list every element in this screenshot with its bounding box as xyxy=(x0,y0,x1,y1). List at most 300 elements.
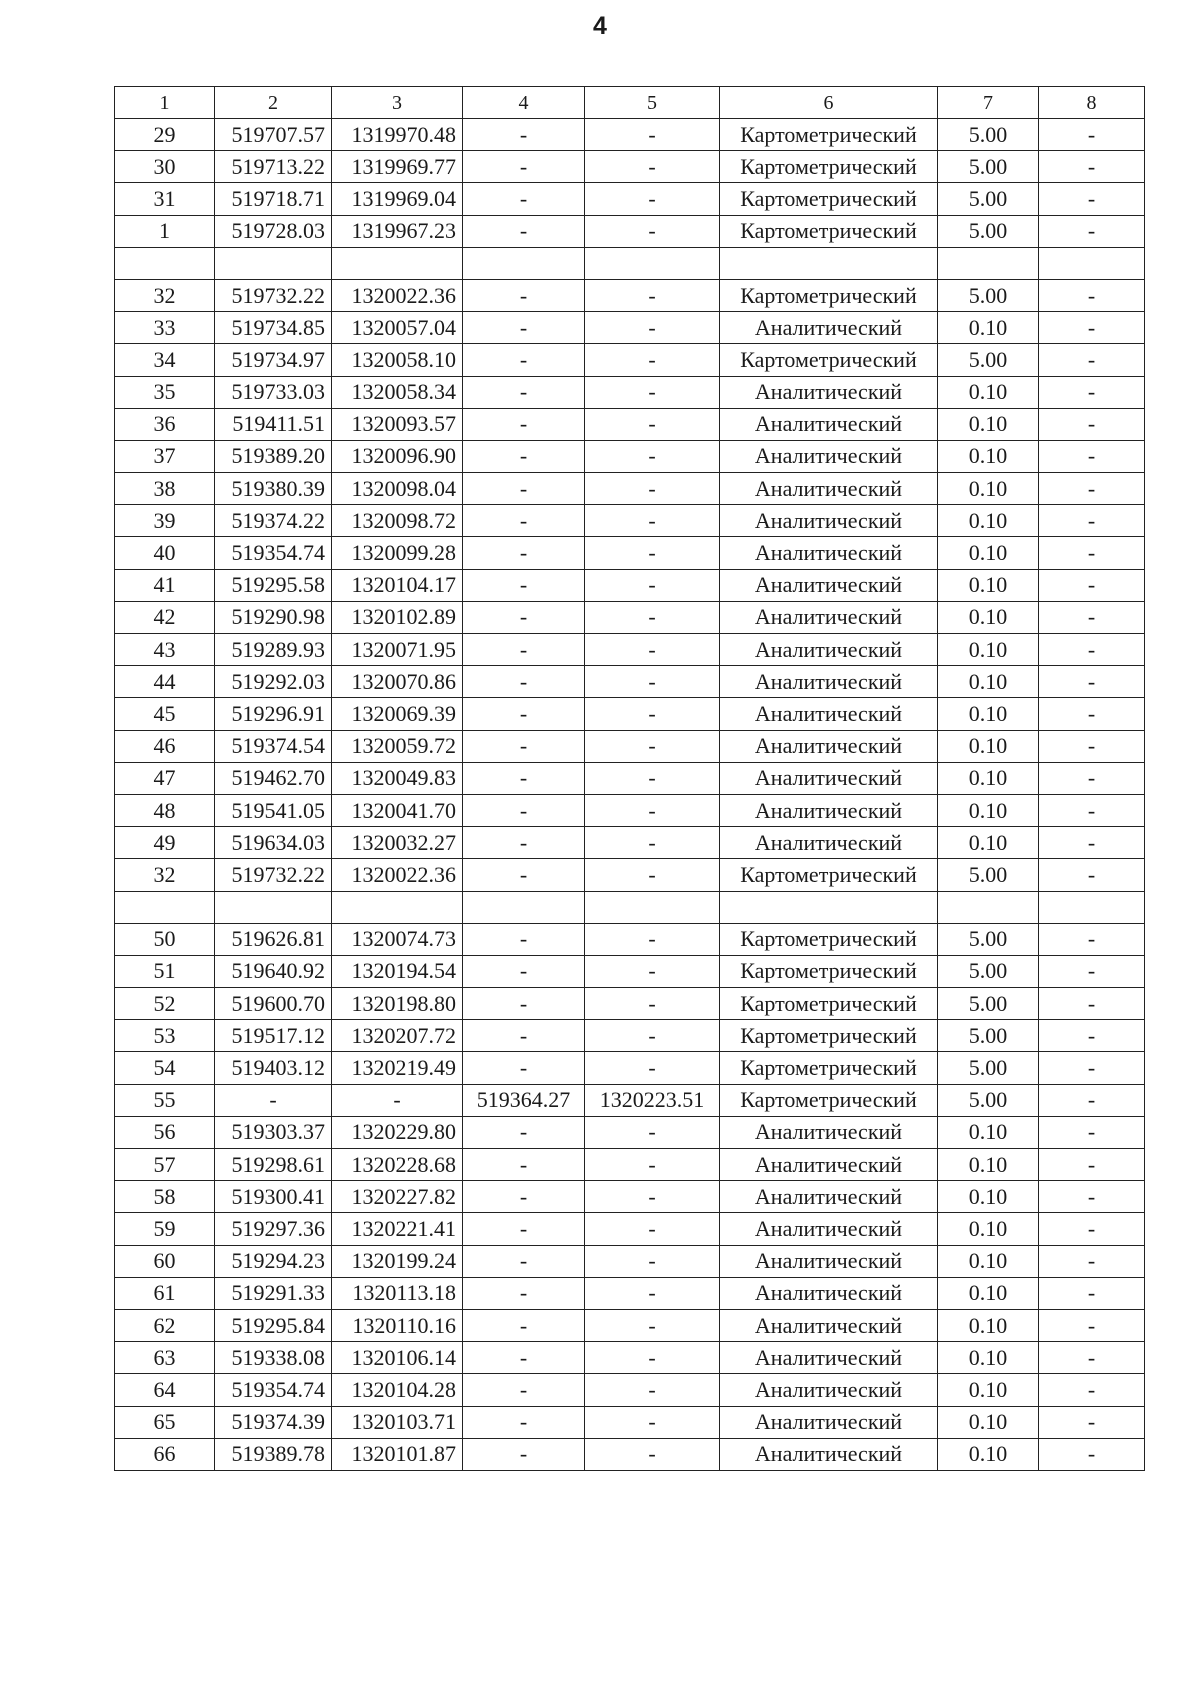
table-cell: 5.00 xyxy=(938,1052,1039,1084)
table-cell: 1319969.77 xyxy=(332,151,463,183)
table-row xyxy=(115,505,1145,537)
table-cell: Картометрический xyxy=(720,1052,938,1084)
table-cell: 1320041.70 xyxy=(332,794,463,826)
table-cell: 1320228.68 xyxy=(332,1149,463,1181)
table-cell: - xyxy=(463,955,585,987)
table-cell: Аналитический xyxy=(720,1438,938,1470)
table-row xyxy=(115,1181,1145,1213)
table-cell: - xyxy=(585,1277,720,1309)
table-cell: 519713.22 xyxy=(215,151,332,183)
table-cell: 519732.22 xyxy=(215,859,332,891)
table-cell: 1320032.27 xyxy=(332,827,463,859)
table-cell: - xyxy=(585,473,720,505)
table-cell: 44 xyxy=(115,666,215,698)
table-cell: 0.10 xyxy=(938,537,1039,569)
table-cell: 51 xyxy=(115,955,215,987)
table-cell: - xyxy=(585,1213,720,1245)
table-cell: 1320022.36 xyxy=(332,279,463,311)
table-cell: - xyxy=(463,1052,585,1084)
table-cell: 1320058.34 xyxy=(332,376,463,408)
table-row xyxy=(115,601,1145,633)
table-cell: 38 xyxy=(115,473,215,505)
table-cell: 519374.54 xyxy=(215,730,332,762)
table-cell: - xyxy=(585,698,720,730)
table-cell: 1320022.36 xyxy=(332,859,463,891)
table-cell: - xyxy=(585,505,720,537)
table-cell: - xyxy=(1039,183,1145,215)
table-cell: 0.10 xyxy=(938,569,1039,601)
table-cell: - xyxy=(463,794,585,826)
header-cell: 2 xyxy=(215,87,332,119)
table-cell: - xyxy=(585,344,720,376)
table-cell: Картометрический xyxy=(720,183,938,215)
table-cell: - xyxy=(463,923,585,955)
table-row xyxy=(115,376,1145,408)
table-cell: 58 xyxy=(115,1181,215,1213)
table-cell: Картометрический xyxy=(720,923,938,955)
header-cell: 1 xyxy=(115,87,215,119)
table-cell xyxy=(938,247,1039,279)
table-cell: 519541.05 xyxy=(215,794,332,826)
table-row xyxy=(115,1438,1145,1470)
table-cell: 519338.08 xyxy=(215,1342,332,1374)
table-cell: - xyxy=(463,1245,585,1277)
table-cell: - xyxy=(463,1277,585,1309)
table-cell: 519303.37 xyxy=(215,1116,332,1148)
table-cell: Картометрический xyxy=(720,215,938,247)
table-cell xyxy=(720,247,938,279)
table-cell: 50 xyxy=(115,923,215,955)
table-cell: 0.10 xyxy=(938,312,1039,344)
table-cell: 1320219.49 xyxy=(332,1052,463,1084)
table-cell: 1320207.72 xyxy=(332,1020,463,1052)
table-cell: 1319969.04 xyxy=(332,183,463,215)
table-row xyxy=(115,279,1145,311)
table-cell: - xyxy=(585,215,720,247)
table-cell: 1320096.90 xyxy=(332,440,463,472)
table-cell: Аналитический xyxy=(720,473,938,505)
table-row xyxy=(115,247,1145,279)
table-row xyxy=(115,344,1145,376)
table-cell: - xyxy=(1039,119,1145,151)
table-cell: Картометрический xyxy=(720,344,938,376)
table-cell: 30 xyxy=(115,151,215,183)
table-cell: - xyxy=(585,1020,720,1052)
table-cell: Аналитический xyxy=(720,827,938,859)
table-cell: 0.10 xyxy=(938,408,1039,440)
table-cell: - xyxy=(585,408,720,440)
table-cell xyxy=(1039,891,1145,923)
table-row xyxy=(115,794,1145,826)
table-cell: - xyxy=(463,151,585,183)
table-cell: - xyxy=(1039,955,1145,987)
table-cell: 43 xyxy=(115,634,215,666)
table-cell: - xyxy=(585,1438,720,1470)
table-cell: - xyxy=(1039,698,1145,730)
table-cell: - xyxy=(215,1084,332,1116)
header-cell: 7 xyxy=(938,87,1039,119)
table-cell: 60 xyxy=(115,1245,215,1277)
table-header-row xyxy=(115,87,1145,119)
table-cell: - xyxy=(585,312,720,344)
table-cell: - xyxy=(1039,151,1145,183)
table-cell: 0.10 xyxy=(938,1309,1039,1341)
table-cell: - xyxy=(463,666,585,698)
coordinates-table xyxy=(114,86,1145,1471)
table-cell xyxy=(938,891,1039,923)
table-cell: - xyxy=(1039,1438,1145,1470)
table-row xyxy=(115,1374,1145,1406)
table-cell: - xyxy=(1039,279,1145,311)
table-cell: 1320221.41 xyxy=(332,1213,463,1245)
table-cell: - xyxy=(585,537,720,569)
table-cell: - xyxy=(585,569,720,601)
table-cell: - xyxy=(463,119,585,151)
table-row xyxy=(115,923,1145,955)
table-row xyxy=(115,1149,1145,1181)
table-cell: - xyxy=(1039,1020,1145,1052)
table-cell: - xyxy=(585,988,720,1020)
table-row xyxy=(115,1309,1145,1341)
table-cell: 519411.51 xyxy=(215,408,332,440)
table-cell: 519295.84 xyxy=(215,1309,332,1341)
table-cell: 519292.03 xyxy=(215,666,332,698)
table-cell: - xyxy=(463,1020,585,1052)
table-cell: Аналитический xyxy=(720,1245,938,1277)
table-cell: - xyxy=(1039,762,1145,794)
table-cell: 52 xyxy=(115,988,215,1020)
table-cell: 519640.92 xyxy=(215,955,332,987)
table-cell: 0.10 xyxy=(938,666,1039,698)
table-cell: 1320198.80 xyxy=(332,988,463,1020)
table-cell: 5.00 xyxy=(938,955,1039,987)
table-cell: - xyxy=(463,730,585,762)
table-cell: - xyxy=(585,376,720,408)
table-cell: Аналитический xyxy=(720,1277,938,1309)
table-cell: - xyxy=(463,505,585,537)
table-cell: 53 xyxy=(115,1020,215,1052)
table-cell: - xyxy=(1039,1213,1145,1245)
table-row xyxy=(115,537,1145,569)
table-cell: 1320223.51 xyxy=(585,1084,720,1116)
table-cell: 0.10 xyxy=(938,440,1039,472)
table-row xyxy=(115,151,1145,183)
table-cell: 1320049.83 xyxy=(332,762,463,794)
table-cell: - xyxy=(1039,1309,1145,1341)
table-cell: 519734.85 xyxy=(215,312,332,344)
table-cell: - xyxy=(332,1084,463,1116)
table-cell: - xyxy=(585,1245,720,1277)
table-cell: - xyxy=(463,1309,585,1341)
table-cell: Аналитический xyxy=(720,1213,938,1245)
table-cell: 1320194.54 xyxy=(332,955,463,987)
table-cell: 31 xyxy=(115,183,215,215)
table-row xyxy=(115,698,1145,730)
table-cell: - xyxy=(585,1116,720,1148)
table-cell: - xyxy=(1039,1084,1145,1116)
table-cell: 39 xyxy=(115,505,215,537)
table-cell: 0.10 xyxy=(938,601,1039,633)
table-cell: 40 xyxy=(115,537,215,569)
table-row xyxy=(115,891,1145,923)
table-cell: - xyxy=(585,119,720,151)
table-cell: 32 xyxy=(115,859,215,891)
table-cell xyxy=(215,247,332,279)
table-cell: 62 xyxy=(115,1309,215,1341)
table-cell: 5.00 xyxy=(938,1020,1039,1052)
table-cell: 519600.70 xyxy=(215,988,332,1020)
table-cell: 65 xyxy=(115,1406,215,1438)
table-cell xyxy=(115,247,215,279)
table-cell: 0.10 xyxy=(938,1245,1039,1277)
table-cell: Аналитический xyxy=(720,1374,938,1406)
table-cell: 32 xyxy=(115,279,215,311)
table-cell: 519718.71 xyxy=(215,183,332,215)
table-cell: 0.10 xyxy=(938,1406,1039,1438)
table-row xyxy=(115,988,1145,1020)
table-cell: - xyxy=(463,634,585,666)
table-cell: - xyxy=(1039,537,1145,569)
table-cell: Аналитический xyxy=(720,601,938,633)
table-cell: 0.10 xyxy=(938,1374,1039,1406)
table-cell: - xyxy=(585,955,720,987)
table-cell: - xyxy=(585,762,720,794)
table-cell: - xyxy=(585,923,720,955)
table-cell: Картометрический xyxy=(720,119,938,151)
header-cell: 6 xyxy=(720,87,938,119)
table-cell: 37 xyxy=(115,440,215,472)
table-cell: 47 xyxy=(115,762,215,794)
table-cell: - xyxy=(585,440,720,472)
table-cell xyxy=(332,891,463,923)
table-cell: 63 xyxy=(115,1342,215,1374)
table-cell: 1320229.80 xyxy=(332,1116,463,1148)
table-row xyxy=(115,119,1145,151)
table-cell: 1320059.72 xyxy=(332,730,463,762)
table-cell: 1319967.23 xyxy=(332,215,463,247)
table-cell: 1 xyxy=(115,215,215,247)
table-cell: Картометрический xyxy=(720,1084,938,1116)
table-cell: - xyxy=(585,1149,720,1181)
table-cell: 519296.91 xyxy=(215,698,332,730)
table-row xyxy=(115,408,1145,440)
table-cell: 519707.57 xyxy=(215,119,332,151)
table-cell: Аналитический xyxy=(720,569,938,601)
table-cell: 1320103.71 xyxy=(332,1406,463,1438)
table-cell: - xyxy=(585,666,720,698)
table-cell: - xyxy=(463,1374,585,1406)
table-cell xyxy=(463,247,585,279)
table-row xyxy=(115,1084,1145,1116)
table-cell: - xyxy=(1039,923,1145,955)
table-row xyxy=(115,1213,1145,1245)
table-cell: - xyxy=(585,1052,720,1084)
table-cell: - xyxy=(1039,1149,1145,1181)
table-cell: - xyxy=(463,1406,585,1438)
table-cell: 1320070.86 xyxy=(332,666,463,698)
table-cell: 1320199.24 xyxy=(332,1245,463,1277)
table-row xyxy=(115,955,1145,987)
table-cell: Аналитический xyxy=(720,666,938,698)
table-cell: 0.10 xyxy=(938,794,1039,826)
table-cell: Аналитический xyxy=(720,698,938,730)
table-cell: - xyxy=(463,215,585,247)
table-cell: 519462.70 xyxy=(215,762,332,794)
table-cell xyxy=(332,247,463,279)
table-cell: 35 xyxy=(115,376,215,408)
table-cell: Аналитический xyxy=(720,762,938,794)
table-cell: 519734.97 xyxy=(215,344,332,376)
table-cell: - xyxy=(585,794,720,826)
table-cell: - xyxy=(1039,376,1145,408)
table-row xyxy=(115,1406,1145,1438)
table-cell: - xyxy=(585,279,720,311)
table-cell: 519380.39 xyxy=(215,473,332,505)
table-cell: - xyxy=(463,1213,585,1245)
table-cell: 0.10 xyxy=(938,473,1039,505)
table-cell: Аналитический xyxy=(720,312,938,344)
table-cell: 1320104.28 xyxy=(332,1374,463,1406)
table-row xyxy=(115,312,1145,344)
table-row xyxy=(115,634,1145,666)
table-cell: 5.00 xyxy=(938,923,1039,955)
table-cell: 57 xyxy=(115,1149,215,1181)
table-cell: 0.10 xyxy=(938,762,1039,794)
table-cell: - xyxy=(463,473,585,505)
table-cell xyxy=(215,891,332,923)
table-row xyxy=(115,1245,1145,1277)
table-cell: Аналитический xyxy=(720,634,938,666)
table-cell: 1320227.82 xyxy=(332,1181,463,1213)
table-cell: - xyxy=(1039,1052,1145,1084)
table-cell: 0.10 xyxy=(938,376,1039,408)
table-cell: 54 xyxy=(115,1052,215,1084)
table-row xyxy=(115,1020,1145,1052)
table-cell: Аналитический xyxy=(720,1116,938,1148)
table-cell: - xyxy=(463,859,585,891)
table-cell: - xyxy=(463,440,585,472)
table-cell: 519634.03 xyxy=(215,827,332,859)
table-cell: 0.10 xyxy=(938,827,1039,859)
table-cell: - xyxy=(463,569,585,601)
table-cell: 0.10 xyxy=(938,1342,1039,1374)
table-cell: 0.10 xyxy=(938,1213,1039,1245)
table-cell: 519354.74 xyxy=(215,1374,332,1406)
table-cell: - xyxy=(463,344,585,376)
table-cell: 519290.98 xyxy=(215,601,332,633)
table-cell: - xyxy=(463,1342,585,1374)
table-cell: 519295.58 xyxy=(215,569,332,601)
table-cell: - xyxy=(1039,601,1145,633)
table-cell: - xyxy=(1039,794,1145,826)
table-row xyxy=(115,1052,1145,1084)
page-number: 4 xyxy=(593,12,607,40)
table-cell: - xyxy=(463,988,585,1020)
table-cell: 0.10 xyxy=(938,1149,1039,1181)
table-cell: 5.00 xyxy=(938,119,1039,151)
table-cell: 5.00 xyxy=(938,988,1039,1020)
table-cell: 519626.81 xyxy=(215,923,332,955)
table-cell: - xyxy=(1039,730,1145,762)
table-cell: 5.00 xyxy=(938,859,1039,891)
table-cell: 519364.27 xyxy=(463,1084,585,1116)
table-cell: 5.00 xyxy=(938,183,1039,215)
table-cell: Аналитический xyxy=(720,408,938,440)
table-cell: 0.10 xyxy=(938,1116,1039,1148)
table-cell: 1320098.72 xyxy=(332,505,463,537)
table-cell: 45 xyxy=(115,698,215,730)
table-cell: - xyxy=(585,730,720,762)
table-cell: 5.00 xyxy=(938,279,1039,311)
table-cell: - xyxy=(463,183,585,215)
table-cell xyxy=(1039,247,1145,279)
table-cell: - xyxy=(463,408,585,440)
table-row xyxy=(115,666,1145,698)
table-cell xyxy=(115,891,215,923)
header-cell: 3 xyxy=(332,87,463,119)
table-cell: - xyxy=(1039,215,1145,247)
table-cell: Картометрический xyxy=(720,151,938,183)
table-cell: - xyxy=(1039,440,1145,472)
table-cell: 1320098.04 xyxy=(332,473,463,505)
table-cell: 519733.03 xyxy=(215,376,332,408)
table-cell: Аналитический xyxy=(720,1181,938,1213)
table-cell: - xyxy=(585,634,720,666)
table-cell: 5.00 xyxy=(938,215,1039,247)
table-cell: 0.10 xyxy=(938,505,1039,537)
table-cell: - xyxy=(1039,1277,1145,1309)
table-cell: 46 xyxy=(115,730,215,762)
table-row xyxy=(115,859,1145,891)
table-cell: - xyxy=(1039,1245,1145,1277)
table-cell: 519291.33 xyxy=(215,1277,332,1309)
table-cell: 1320074.73 xyxy=(332,923,463,955)
table-cell: 0.10 xyxy=(938,1277,1039,1309)
table-cell: Аналитический xyxy=(720,376,938,408)
table-cell: 1320110.16 xyxy=(332,1309,463,1341)
table-cell: Картометрический xyxy=(720,279,938,311)
table-cell: 519298.61 xyxy=(215,1149,332,1181)
table-cell: 49 xyxy=(115,827,215,859)
table-cell: Аналитический xyxy=(720,505,938,537)
table-cell: 41 xyxy=(115,569,215,601)
table-cell: - xyxy=(463,1149,585,1181)
table-cell xyxy=(585,891,720,923)
table-cell: - xyxy=(585,1342,720,1374)
table-cell: - xyxy=(585,601,720,633)
table-cell: 519300.41 xyxy=(215,1181,332,1213)
table-cell: - xyxy=(585,859,720,891)
table-cell: - xyxy=(1039,408,1145,440)
table-cell: - xyxy=(1039,1181,1145,1213)
table-cell: 42 xyxy=(115,601,215,633)
table-row xyxy=(115,762,1145,794)
table-cell: - xyxy=(463,827,585,859)
table-cell: - xyxy=(463,1438,585,1470)
table-cell: Аналитический xyxy=(720,794,938,826)
table-cell: 1320093.57 xyxy=(332,408,463,440)
table-cell: - xyxy=(463,601,585,633)
table-cell: 519732.22 xyxy=(215,279,332,311)
header-cell: 4 xyxy=(463,87,585,119)
table-cell: Аналитический xyxy=(720,1149,938,1181)
table-cell: Аналитический xyxy=(720,730,938,762)
table-cell: 519728.03 xyxy=(215,215,332,247)
table-cell: 0.10 xyxy=(938,1438,1039,1470)
table-cell xyxy=(585,247,720,279)
table-cell: Картометрический xyxy=(720,955,938,987)
table-cell: - xyxy=(1039,666,1145,698)
